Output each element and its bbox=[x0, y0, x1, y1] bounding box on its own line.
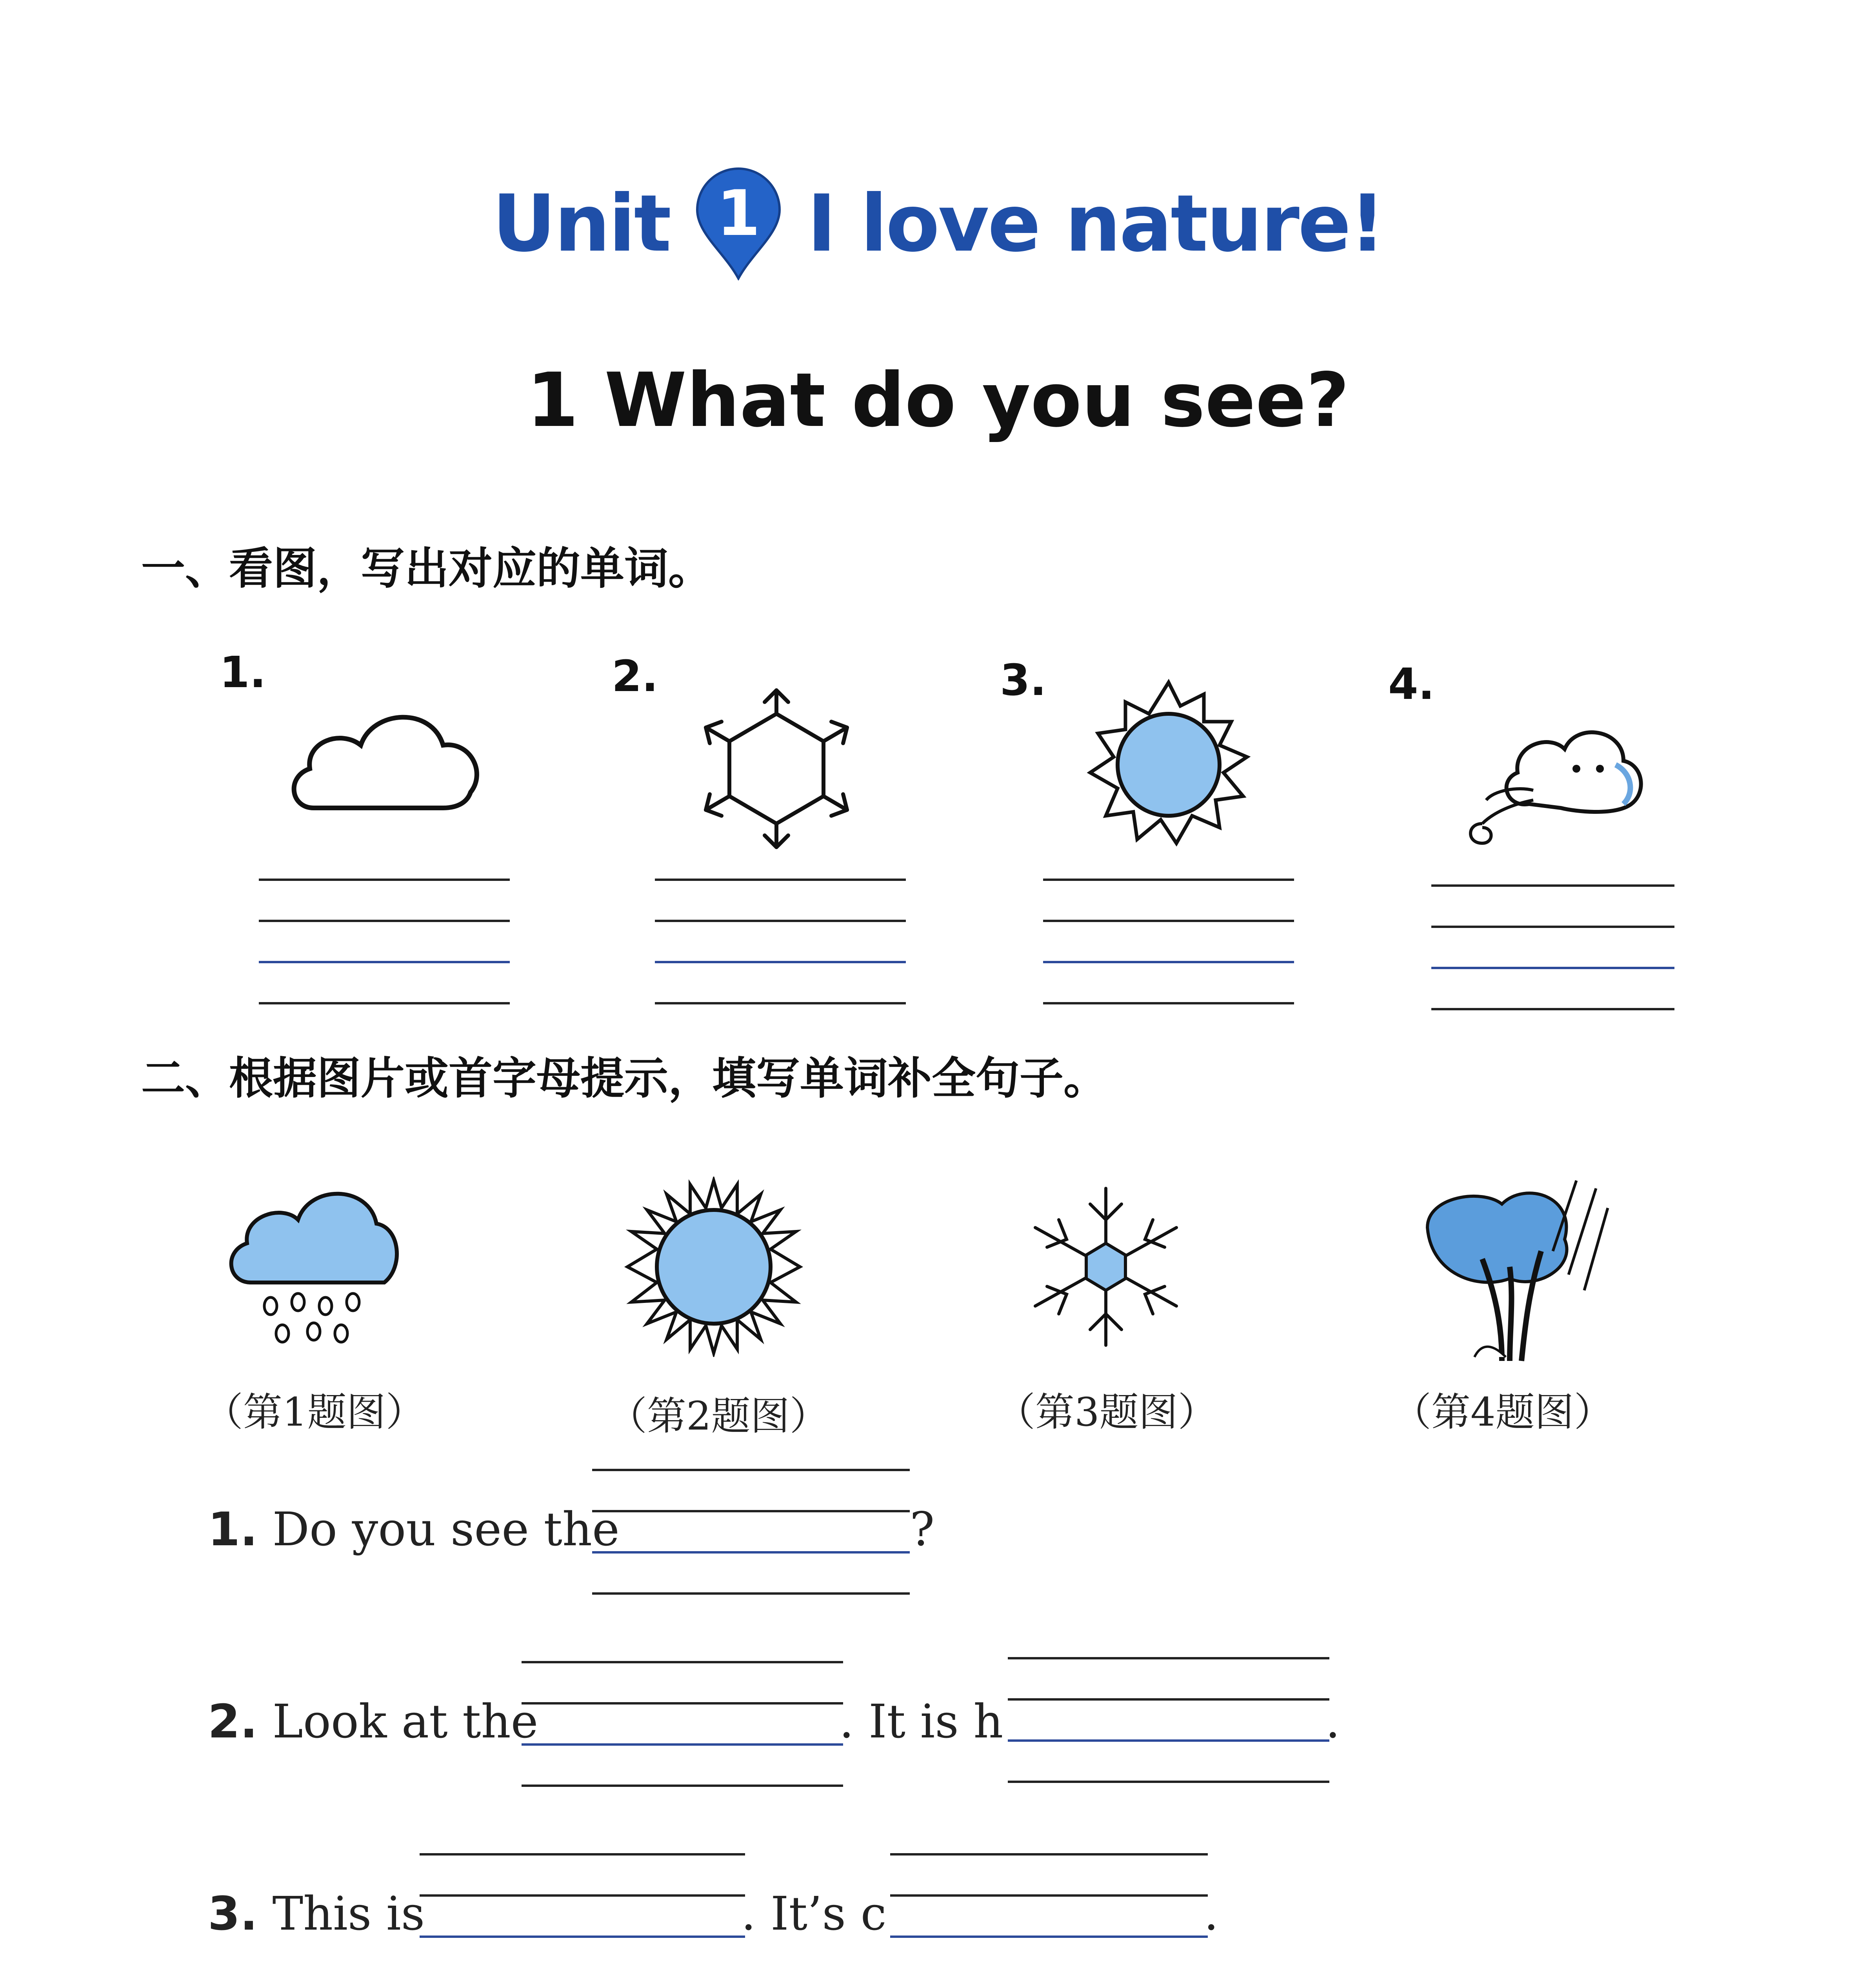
writing-line bbox=[1043, 1002, 1294, 1004]
writing-line[interactable] bbox=[890, 1936, 1208, 1938]
sentence-num: 1. bbox=[208, 1502, 258, 1556]
section1-heading: 一、看图，写出对应的单词。 bbox=[141, 543, 712, 594]
sentence-end: ? bbox=[910, 1502, 935, 1556]
writing-line bbox=[890, 1894, 1208, 1897]
sentence-text: Look at the bbox=[272, 1694, 538, 1748]
sentence-num: 3. bbox=[208, 1886, 258, 1941]
writing-line[interactable] bbox=[1008, 1739, 1329, 1742]
s1-item-num: 1. bbox=[220, 647, 266, 697]
writing-line bbox=[1043, 920, 1294, 922]
unit-label: Unit bbox=[492, 178, 670, 269]
writing-line bbox=[259, 961, 510, 963]
writing-line bbox=[655, 920, 906, 922]
unit-header bbox=[0, 165, 1876, 282]
writing-line bbox=[420, 1853, 745, 1855]
sentence-text: This is bbox=[272, 1886, 425, 1941]
snowflake-icon bbox=[1023, 1181, 1188, 1353]
figure-caption: （第2题图） bbox=[608, 1393, 829, 1439]
writing-line bbox=[655, 961, 906, 963]
writing-line bbox=[890, 1853, 1208, 1855]
writing-line bbox=[592, 1510, 910, 1512]
unit-title: I love nature! bbox=[807, 178, 1384, 269]
writing-line[interactable] bbox=[420, 1936, 745, 1938]
lesson-title: 1 What do you see? bbox=[527, 357, 1349, 444]
sentence-2 bbox=[208, 1694, 538, 1748]
writing-line bbox=[1431, 1008, 1674, 1010]
writing-line bbox=[1043, 879, 1294, 881]
sentence-end: . bbox=[1204, 1886, 1219, 1941]
windy-tree-icon bbox=[1412, 1173, 1616, 1365]
unit-number-badge bbox=[693, 167, 783, 280]
sentence-num: 2. bbox=[208, 1694, 258, 1748]
writing-line bbox=[592, 1469, 910, 1471]
writing-line bbox=[1431, 926, 1674, 928]
writing-line bbox=[522, 1661, 843, 1663]
snowflake-icon bbox=[690, 682, 863, 855]
writing-line[interactable] bbox=[522, 1743, 843, 1746]
unit-number: 1 bbox=[716, 176, 760, 250]
s1-item-num: 2. bbox=[612, 651, 658, 701]
writing-line bbox=[1431, 967, 1674, 969]
rain-icon bbox=[220, 1177, 400, 1357]
s1-item-num: 4. bbox=[1388, 659, 1435, 709]
sentence-text: . It’s c bbox=[741, 1886, 887, 1941]
writing-line bbox=[1008, 1698, 1329, 1701]
wind-icon bbox=[1459, 706, 1647, 855]
sun-icon bbox=[1082, 679, 1255, 851]
writing-line[interactable] bbox=[592, 1551, 910, 1554]
writing-line bbox=[522, 1785, 843, 1787]
cloud-icon bbox=[282, 682, 486, 831]
figure-caption: （第1题图） bbox=[204, 1389, 425, 1435]
figure-caption: （第3题图） bbox=[996, 1389, 1217, 1435]
writing-line bbox=[522, 1702, 843, 1705]
sentence-3 bbox=[208, 1886, 425, 1941]
s1-item-num: 3. bbox=[1000, 655, 1047, 705]
sun-icon bbox=[624, 1177, 804, 1357]
writing-line bbox=[259, 1002, 510, 1004]
writing-line bbox=[259, 920, 510, 922]
writing-line bbox=[655, 1002, 906, 1004]
writing-line bbox=[1043, 961, 1294, 963]
writing-line bbox=[1431, 884, 1674, 887]
writing-line bbox=[592, 1592, 910, 1595]
figure-caption: （第4题图） bbox=[1392, 1389, 1613, 1435]
writing-line bbox=[1008, 1781, 1329, 1783]
sentence-text: Do you see the bbox=[272, 1502, 620, 1556]
writing-line bbox=[420, 1894, 745, 1897]
writing-line bbox=[1008, 1657, 1329, 1659]
sentence-end: . bbox=[1325, 1694, 1340, 1748]
sentence-text: . It is h bbox=[839, 1694, 1003, 1748]
writing-line bbox=[655, 879, 906, 881]
section2-heading: 二、根据图片或首字母提示，填写单词补全句子。 bbox=[141, 1053, 1107, 1104]
sentence-1 bbox=[208, 1502, 620, 1556]
writing-line bbox=[259, 879, 510, 881]
